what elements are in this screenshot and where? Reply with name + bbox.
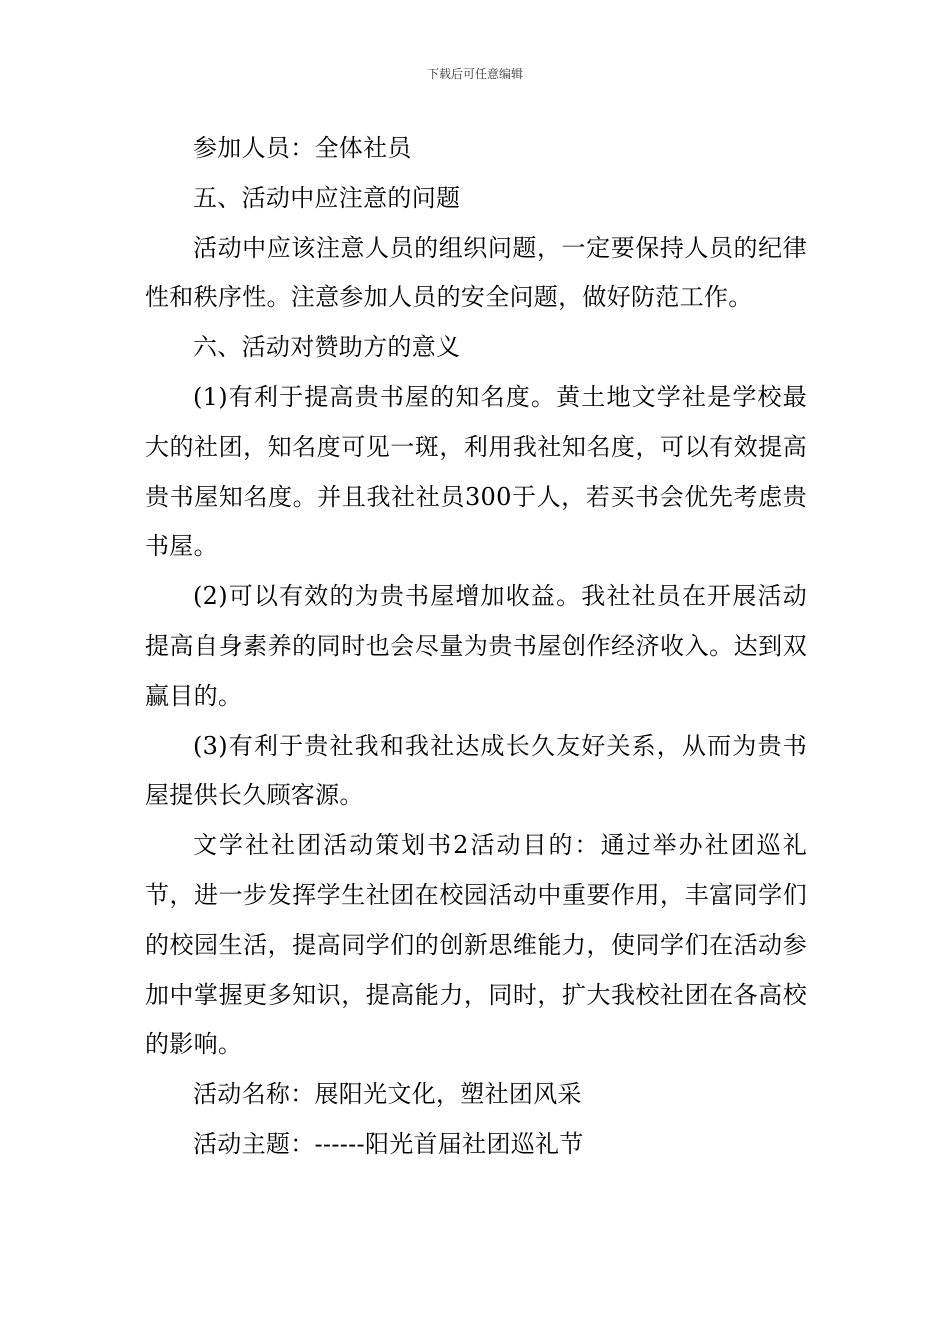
paragraph-point-2: (2)可以有效的为贵书屋增加收益。我社社员在开展活动提高自身素养的同时也会尽量为贵书屋创作经济收入。达到双赢目的。 — [145, 582, 807, 710]
activity-name-line: 活动名称：展阳光文化，塑社团风采 — [193, 1080, 582, 1109]
participants-line: 参加人员：全体社员 — [193, 134, 412, 162]
paragraph-point-3: (3)有利于贵社我和我社达成长久友好关系，从而为贵书屋提供长久顾客源。 — [145, 731, 807, 810]
paragraph-plan-2-purpose: 文学社社团活动策划书2活动目的：通过举办社团巡礼节，进一步发挥学生社团在校园活动中重要作用，丰富同学们的校园生活，提高同学们的创新思维能力，使同学们在活动参加中掌握更多知识，提高能力，同时，扩大我校社团在各高校的影响。 — [145, 831, 807, 1059]
page-header: 下载后可任意编辑 — [426, 67, 523, 81]
section-heading-five: 五、活动中应注意的问题 — [193, 183, 461, 212]
section-heading-six: 六、活动对赞助方的意义 — [193, 333, 461, 362]
document-body — [145, 124, 807, 1170]
activity-theme-line: 活动主题：------阳光首届社团巡礼节 — [193, 1129, 584, 1158]
paragraph-precautions: 活动中应该注意人员的组织问题，一定要保持人员的纪律性和秩序性。注意参加人员的安全问题，做好防范工作。 — [145, 233, 807, 312]
paragraph-point-1: (1)有利于提高贵书屋的知名度。黄土地文学社是学校最大的社团，知名度可见一斑，利用我社知名度，可以有效提高贵书屋知名度。并且我社社员300于人，若买书会优先考虑贵书屋。 — [145, 382, 807, 561]
